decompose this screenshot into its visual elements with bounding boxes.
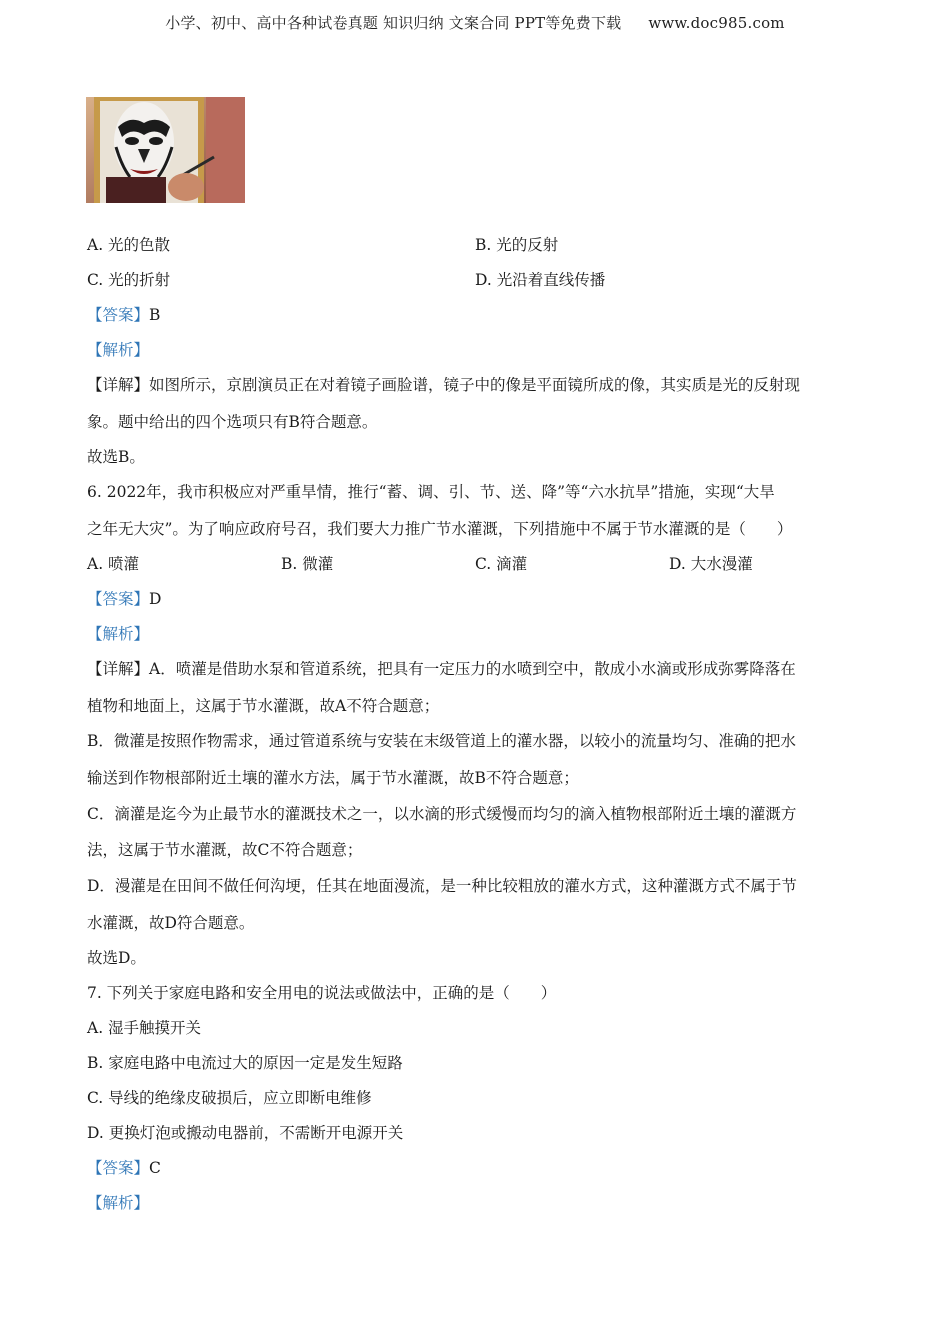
answer-tag: 【答案】 [87,306,150,324]
detail-text: 如图所示，京剧演员正在对着镜子画脸谱，镜子中的像是平面镜所成的像，其实质是光的反射现 [149,376,801,394]
q6-option-a: A. 喷灌 [87,555,140,573]
answer-tag: 【答案】 [87,1159,150,1177]
answer-value: B [149,306,161,324]
header-url[interactable]: www.doc985.com [648,14,785,32]
q6-stem-2: 之年无大灾”。为了响应政府号召，我们要大力推广节水灌溉，下列措施中不属于节水灌溉的是（ ） [87,520,793,538]
q6-detail-a1 [87,658,796,680]
q7-option-d: D. 更换灯泡或搬动电器前，不需断开电源开关 [87,1124,404,1142]
answer-tag: 【答案】 [87,590,150,608]
q6-detail-d1: D．漫灌是在田间不做任何沟埂，任其在地面漫流，是一种比较粗放的灌水方式，这种灌溉方式不属于节 [87,877,797,895]
header-text: 小学、初中、高中各种试卷真题 知识归纳 文案合同 PPT等免费下载 [165,14,622,32]
q5-detail-1 [87,374,800,396]
q5-analysis-tag: 【解析】 [87,341,150,359]
q7-option-b: B. 家庭电路中电流过大的原因一定是发生短路 [87,1054,403,1072]
q7-stem: 7. 下列关于家庭电路和安全用电的说法或做法中，正确的是（ ） [87,984,557,1002]
opera-mirror-photo [86,97,245,203]
q6-analysis-tag: 【解析】 [87,625,150,643]
q6-conclusion: 故选D。 [87,949,146,967]
q5-option-c: C. 光的折射 [87,271,171,289]
answer-value: D [149,590,162,608]
q6-option-d: D. 大水漫灌 [669,555,753,573]
q6-option-b: B. 微灌 [281,555,334,573]
opera-face-painting-image [86,97,245,203]
answer-value: C [149,1159,161,1177]
q7-option-c: C. 导线的绝缘皮破损后，应立即断电维修 [87,1089,372,1107]
q5-option-a: A. 光的色散 [87,236,171,254]
q7-answer [87,1157,161,1179]
q5-option-d: D. 光沿着直线传播 [475,271,606,289]
q7-analysis-tag: 【解析】 [87,1194,150,1212]
q5-answer [87,304,160,326]
q6-detail-b1: B．微灌是按照作物需求，通过管道系统与安装在末级管道上的灌水器，以较小的流量均匀、准确的把水 [87,732,796,750]
q6-detail-d2: 水灌溉，故D符合题意。 [87,914,255,932]
page-header [0,12,950,33]
q5-conclusion: 故选B。 [87,448,145,466]
q6-detail-c2: 法，这属于节水灌溉，故C不符合题意； [87,841,363,859]
detail-tag: 【详解】 [87,660,150,678]
q6-stem-1: 6. 2022年，我市积极应对严重旱情，推行“蓄、调、引、节、送、降”等“六水抗旱”措施，实现“大旱 [87,483,775,501]
q6-detail-a2: 植物和地面上，这属于节水灌溉，故A不符合题意； [87,697,440,715]
detail-tag: 【详解】 [87,376,150,394]
q6-option-c: C. 滴灌 [475,555,528,573]
q7-option-a: A. 湿手触摸开关 [87,1019,202,1037]
q5-option-b: B. 光的反射 [475,236,559,254]
q5-detail-2: 象。题中给出的四个选项只有B符合题意。 [87,413,378,431]
q6-detail-c1: C．滴灌是迄今为止最节水的灌溉技术之一，以水滴的形式缓慢而均匀的滴入植物根部附近土壤的灌溉方 [87,805,797,823]
q6-answer [87,588,161,610]
detail-text: A．喷灌是借助水泵和管道系统，把具有一定压力的水喷到空中，散成小水滴或形成弥雾降落在 [149,660,796,678]
q6-detail-b2: 输送到作物根部附近土壤的灌水方法，属于节水灌溉，故B不符合题意； [87,769,579,787]
